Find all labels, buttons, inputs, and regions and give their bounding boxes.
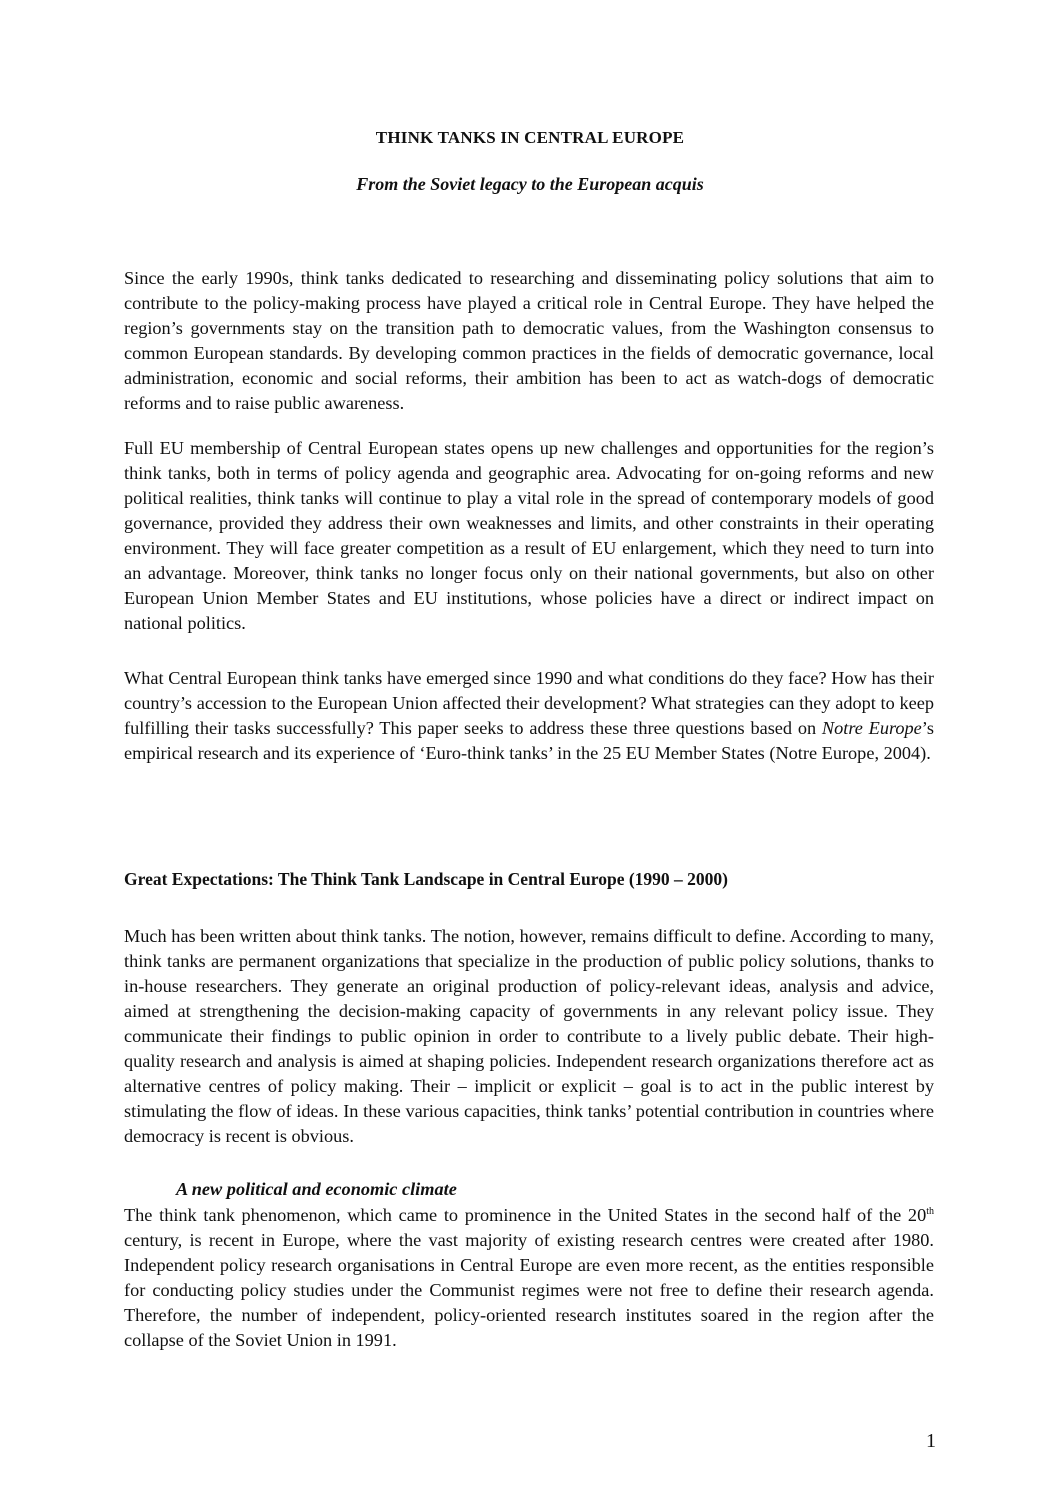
document-title: THINK TANKS IN CENTRAL EUROPE [375, 128, 685, 147]
intro-paragraph-3-text-b: ’s empirical research and its experience of ‘Euro-think tanks’ in the 25 EU Member States (Notre Europe, 2004). [124, 718, 934, 763]
section-paragraph-1: Much has been written about think tanks. The notion, however, remains difficult to define. According to many, think tanks are permanent organizations that specialize in the production of public policy solutions, thanks to in-house researchers. They generate an original production of policy-relevant ideas, analysis and advice, aimed at strengthening the decision-making capacity of governments in any relevant policy issue. They communicate their findings to public opinion in order to contribute to a lively public debate. Their high-quality research and analysis is aimed at shaping policies. Independent research organizations therefore act as alternative centres of policy making. Their – implicit or explicit – goal is to act in the public interest by stimulating the flow of ideas. In these various capacities, think tanks’ potential contribution in countries where democracy is recent is obvious. [124, 926, 934, 1146]
intro-paragraph-3 [124, 666, 934, 766]
notre-europe-italic: Notre Europe [821, 718, 922, 738]
intro-paragraph-2: Full EU membership of Central European states opens up new challenges and opportunities for the region’s think tanks, both in terms of policy agenda and geographic area. Advocating for on-going reforms and new political realities, think tanks will continue to play a vital role in the spread of contemporary models of good governance, provided they address their own weaknesses and limits, and other constraints in their operating environment. They will face greater competition as a result of EU enlargement, which they need to turn into an advantage. Moreover, think tanks no longer focus only on their national governments, but also on other European Union Member States and EU institutions, whose policies have a direct or indirect impact on national politics. [124, 438, 934, 633]
intro-paragraph-1: Since the early 1990s, think tanks dedicated to researching and disseminating policy solutions that aim to contribute to the policy-making process have played a critical role in Central Europe. They have helped the region’s governments stay on the transition path to democratic values, from the Washington consensus to common European standards. By developing common practices in the fields of democratic governance, local administration, economic and social reforms, their ambition has been to act as watch-dogs of democratic reforms and to raise public awareness. [124, 268, 934, 413]
section-paragraph-2-text-a: The think tank phenomenon, which came to prominence in the United States in the second half of the 20 [124, 1205, 927, 1225]
section-paragraph-2 [124, 1203, 934, 1353]
document-subtitle: From the Soviet legacy to the European acquis [356, 174, 704, 194]
section-heading: Great Expectations: The Think Tank Landscape in Central Europe (1990 – 2000) [124, 869, 729, 889]
intro-paragraph-3-text-a: What Central European think tanks have emerged since 1990 and what conditions do they face? How has their country’s accession to the European Union affected their development? What strategies can they adopt to keep fulfilling their tasks successfully? This paper seeks to address these three questions based on [124, 668, 934, 738]
page-number: 1 [926, 1430, 936, 1452]
subsection-heading: A new political and economic climate [176, 1179, 457, 1199]
section-paragraph-2-text-b: century, is recent in Europe, where the vast majority of existing research centres were created after 1980. Independent policy research organisations in Central Europe are even more recent, as the entities responsible for conducting policy studies under the Communist regimes were not free to define their research agenda. Therefore, the number of independent, policy-oriented research institutes soared in the region after the collapse of the Soviet Union in 1991. [124, 1230, 934, 1350]
ordinal-superscript: th [926, 1205, 934, 1217]
